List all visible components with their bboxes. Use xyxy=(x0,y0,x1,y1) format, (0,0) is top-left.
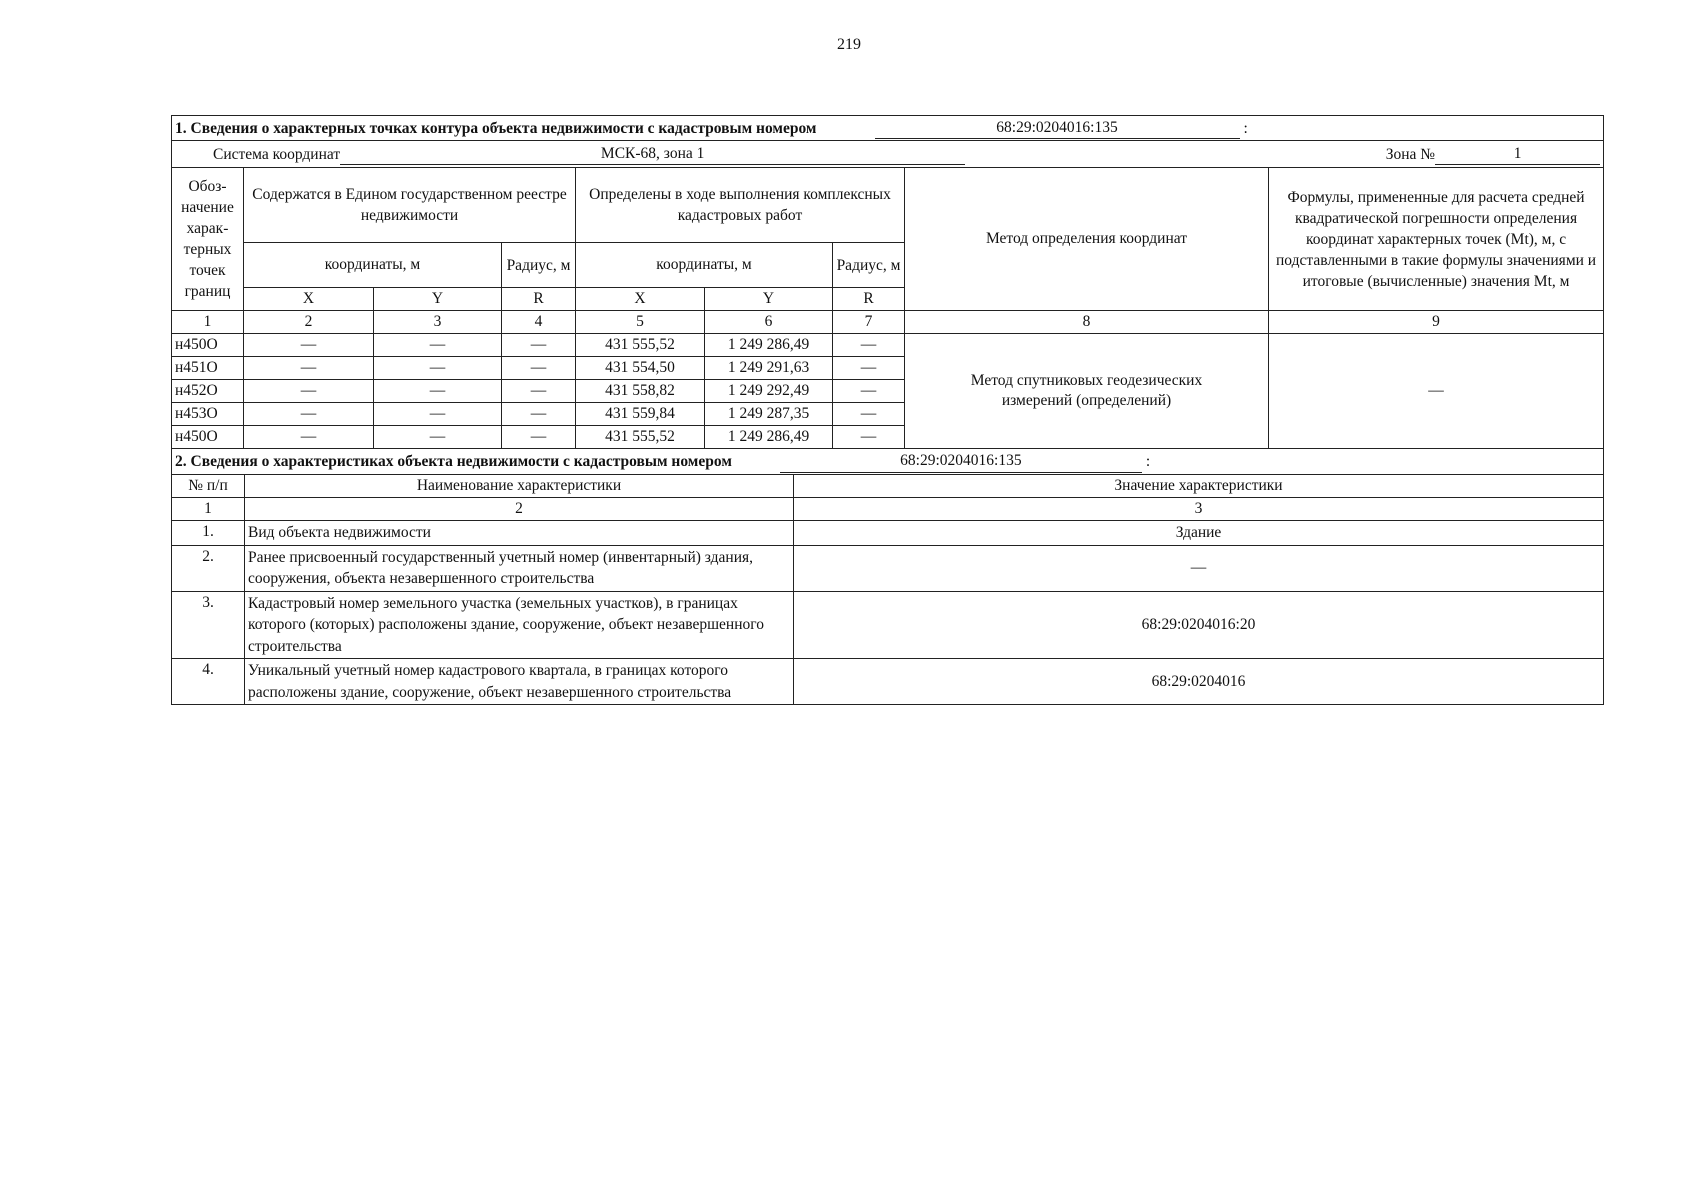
coord-system-row xyxy=(172,141,1604,168)
characteristic-value: 68:29:0204016:20 xyxy=(794,591,1604,659)
coord-x: 431 555,52 xyxy=(576,426,705,449)
point-id: н450О xyxy=(172,334,244,357)
points-table xyxy=(171,115,1604,449)
coord-y: 1 249 286,49 xyxy=(705,334,833,357)
section1-cadastral-number: 68:29:0204016:135 xyxy=(875,118,1240,139)
section2-cadastral-number: 68:29:0204016:135 xyxy=(780,450,1142,473)
point-id: н452О xyxy=(172,380,244,403)
registry-y: — xyxy=(374,334,502,357)
point-id: н451О xyxy=(172,357,244,380)
section2-title: 2. Сведения о характеристиках объекта недвижимости с кадастровым номером xyxy=(175,453,732,470)
header-works-x: X xyxy=(576,288,705,311)
col-number: 9 xyxy=(1269,311,1604,334)
registry-r: — xyxy=(502,357,576,380)
characteristics-table xyxy=(171,449,1604,705)
zone-value: 1 xyxy=(1435,144,1600,165)
coord-x: 431 555,52 xyxy=(576,334,705,357)
coord-system-value: МСК-68, зона 1 xyxy=(340,144,965,165)
registry-x: — xyxy=(244,426,374,449)
header-method: Метод определения координат xyxy=(905,168,1269,311)
col-number: 2 xyxy=(244,311,374,334)
characteristics-colnum-row xyxy=(172,498,1604,521)
radius: — xyxy=(833,426,905,449)
section2-trailing: : xyxy=(1145,453,1151,470)
characteristic-value: Здание xyxy=(794,521,1604,546)
characteristic-name: Вид объекта недвижимости xyxy=(245,521,794,546)
header-registry-y: Y xyxy=(374,288,502,311)
registry-y: — xyxy=(374,403,502,426)
section1-title: 1. Сведения о характерных точках контура объекта недвижимости с кадастровым номером xyxy=(175,119,817,137)
coord-system-label: Система координат xyxy=(213,145,341,163)
radius: — xyxy=(833,403,905,426)
coord-y: 1 249 286,49 xyxy=(705,426,833,449)
radius: — xyxy=(833,334,905,357)
column-numbers-row xyxy=(172,311,1604,334)
radius: — xyxy=(833,380,905,403)
characteristic-name: Кадастровый номер земельного участка (земельных участков), в границах которого (которых) расположены здание, сооружение, объект незавершенного строительства xyxy=(245,591,794,659)
col-number: 1 xyxy=(172,498,245,521)
section2-title-row xyxy=(172,449,1604,475)
registry-y: — xyxy=(374,357,502,380)
coord-y: 1 249 287,35 xyxy=(705,403,833,426)
header-num: № п/п xyxy=(172,475,245,498)
row-num: 1. xyxy=(172,521,245,546)
header-works-radius: Радиус, м xyxy=(833,243,905,288)
radius: — xyxy=(833,357,905,380)
point-id: н453О xyxy=(172,403,244,426)
header-registry-coords: координаты, м xyxy=(244,243,502,288)
col-number: 5 xyxy=(576,311,705,334)
header-registry-r: R xyxy=(502,288,576,311)
characteristic-value: 68:29:0204016 xyxy=(794,659,1604,705)
header-designation: Обоз- начение харак- терных точек границ xyxy=(172,168,244,311)
coord-y: 1 249 291,63 xyxy=(705,357,833,380)
registry-y: — xyxy=(374,426,502,449)
page-number: 219 xyxy=(837,36,861,53)
row-num: 4. xyxy=(172,659,245,705)
registry-r: — xyxy=(502,380,576,403)
zone-label: Зона № xyxy=(1385,145,1436,163)
characteristics-header-row xyxy=(172,475,1604,498)
col-number: 2 xyxy=(245,498,794,521)
characteristic-value: — xyxy=(794,545,1604,591)
registry-x: — xyxy=(244,403,374,426)
header-registry-x: X xyxy=(244,288,374,311)
registry-x: — xyxy=(244,334,374,357)
header-works-coords: координаты, м xyxy=(576,243,833,288)
point-id: н450О xyxy=(172,426,244,449)
row-num: 2. xyxy=(172,545,245,591)
characteristic-row xyxy=(172,659,1604,705)
col-number: 1 xyxy=(172,311,244,334)
registry-r: — xyxy=(502,426,576,449)
col-number: 8 xyxy=(905,311,1269,334)
characteristic-row xyxy=(172,591,1604,659)
registry-r: — xyxy=(502,403,576,426)
section1-title-row xyxy=(172,116,1604,141)
header-works-r: R xyxy=(833,288,905,311)
registry-y: — xyxy=(374,380,502,403)
registry-x: — xyxy=(244,380,374,403)
header-works-y: Y xyxy=(705,288,833,311)
characteristic-name: Ранее присвоенный государственный учетный номер (инвентарный) здания, сооружения, объекта незавершенного строительства xyxy=(245,545,794,591)
formula-value: — xyxy=(1269,334,1604,449)
col-number: 3 xyxy=(374,311,502,334)
header-name: Наименование характеристики xyxy=(245,475,794,498)
header-works: Определены в ходе выполнения комплексных кадастровых работ xyxy=(576,168,905,243)
method-value: Метод спутниковых геодезических измерений (определений) xyxy=(905,334,1269,449)
col-number: 4 xyxy=(502,311,576,334)
characteristic-row xyxy=(172,545,1604,591)
coord-y: 1 249 292,49 xyxy=(705,380,833,403)
characteristic-row xyxy=(172,521,1604,546)
header-value: Значение характеристики xyxy=(794,475,1604,498)
row-num: 3. xyxy=(172,591,245,659)
coord-x: 431 558,82 xyxy=(576,380,705,403)
registry-x: — xyxy=(244,357,374,380)
header-registry: Содержатся в Едином государственном реестре недвижимости xyxy=(244,168,576,243)
col-number: 6 xyxy=(705,311,833,334)
coord-x: 431 559,84 xyxy=(576,403,705,426)
header-registry-radius: Радиус, м xyxy=(502,243,576,288)
cadastral-sheet xyxy=(171,115,1603,705)
registry-r: — xyxy=(502,334,576,357)
section1-trailing: : xyxy=(1243,119,1248,137)
point-row xyxy=(172,334,1604,357)
characteristic-name: Уникальный учетный номер кадастрового квартала, в границах которого расположены здание, сооружение, объект незавершенного строительства xyxy=(245,659,794,705)
col-number: 7 xyxy=(833,311,905,334)
col-number: 3 xyxy=(794,498,1604,521)
coord-x: 431 554,50 xyxy=(576,357,705,380)
header-formulas: Формулы, примененные для расчета средней квадратической погрешности определения координат характерных точек (Mt), м, с подставленными в такие формулы значениями и итоговые (вычисленные) значения Mt, м xyxy=(1269,168,1604,311)
